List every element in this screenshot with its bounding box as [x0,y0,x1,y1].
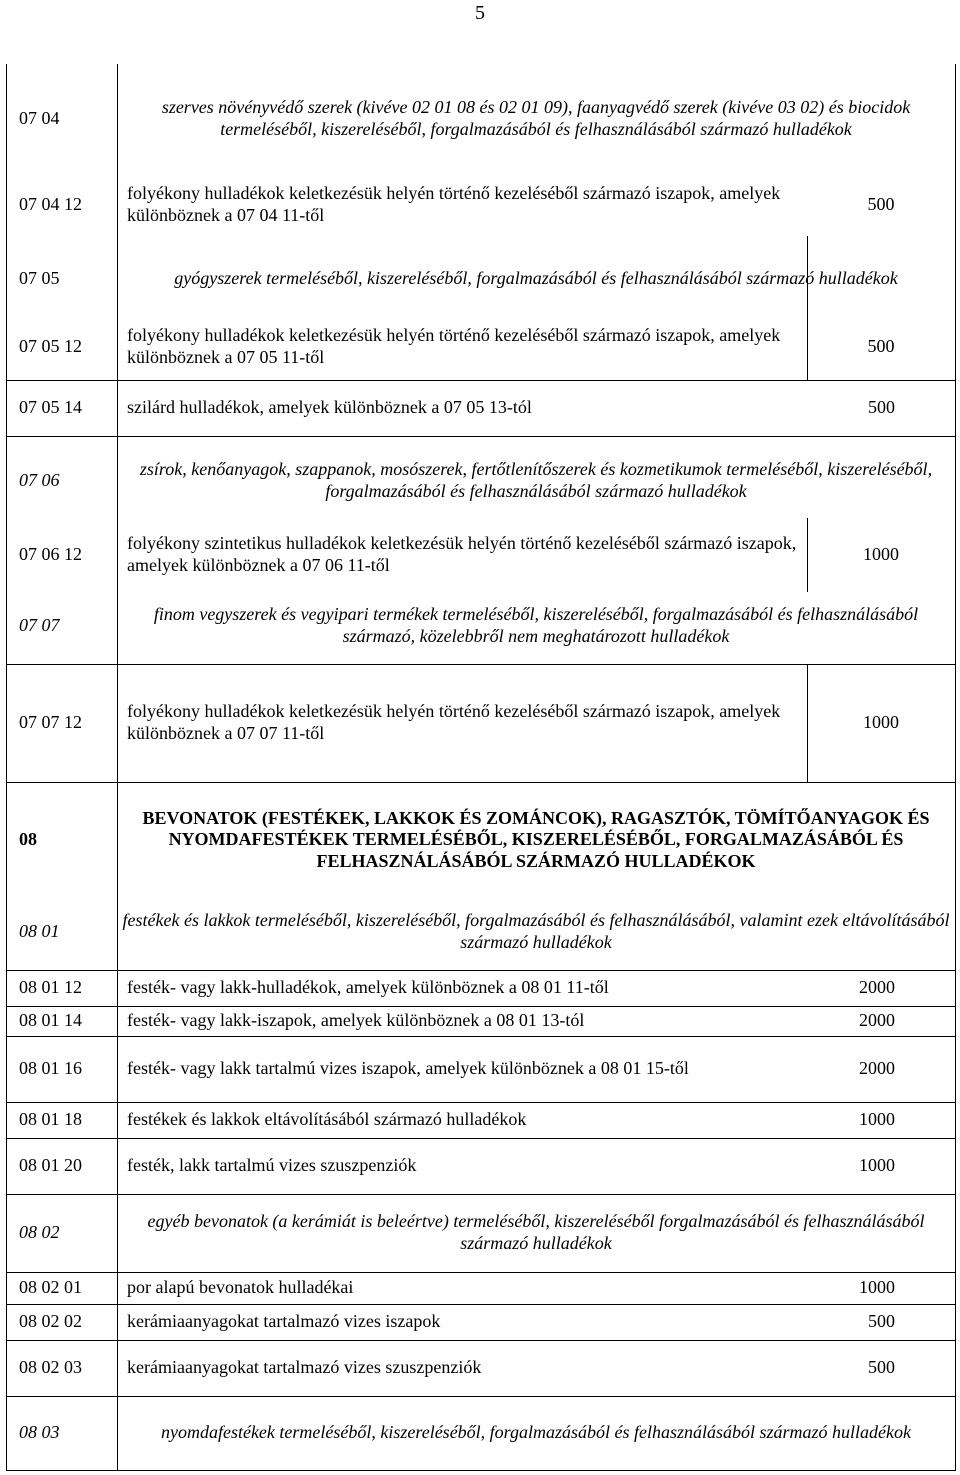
amount: 2000 [859,977,895,998]
table-row [6,1102,956,1139]
table-row [6,1340,956,1397]
table-row [6,380,956,437]
waste-code: 08 [19,829,37,850]
waste-code: 07 04 [19,108,60,129]
waste-description: folyékony hulladékok keletkezésük helyén történő kezeléséből származó iszapok, amelyek különböznek a 07 07 11-től [127,701,781,743]
waste-code: 08 01 14 [19,1010,82,1031]
amount: 500 [868,1311,895,1332]
table-row [6,1304,956,1341]
waste-description: kerámiaanyagokat tartalmazó vizes iszapok [127,1311,441,1332]
waste-description: por alapú bevonatok hulladékai [127,1277,354,1298]
table-row [6,664,956,783]
table-block [6,782,956,971]
waste-description: folyékony hulladékok keletkezésük helyén történő kezeléséből származó iszapok, amelyek különböznek a 07 05 11-től [127,325,781,367]
amount: 500 [868,1357,895,1378]
waste-code: 07 07 [19,615,60,636]
amount: 500 [867,336,895,357]
waste-description: szilárd hulladékok, amelyek különböznek a 07 05 13-tól [127,397,532,418]
table-block [6,436,956,665]
amount: 1000 [863,712,899,733]
table-row [6,1138,956,1195]
waste-code: 07 07 12 [19,712,82,733]
waste-code: 07 06 [19,470,60,491]
waste-code: 08 02 02 [19,1311,82,1332]
waste-description: zsírok, kenőanyagok, szappanok, mosószerek, fertőtlenítőszerek és kozmetikumok termeléséből, kiszereléséből, forgalmazásából és felhasználásából származó hulladékok [139,459,933,501]
amount: 1000 [859,1277,895,1298]
table-block [6,64,956,381]
waste-description: festék- vagy lakk tartalmú vizes iszapok, amelyek különböznek a 08 01 15-től [127,1058,689,1079]
amount: 1000 [863,544,899,565]
waste-code: 07 05 14 [19,397,82,418]
table-row [6,1272,956,1305]
amount: 1000 [859,1109,895,1130]
waste-description: folyékony hulladékok keletkezésük helyén történő kezeléséből származó iszapok, amelyek különböznek a 07 04 11-től [127,183,781,225]
table-row [6,1396,956,1471]
waste-code: 08 01 18 [19,1109,82,1130]
waste-code: 07 06 12 [19,544,82,565]
waste-code: 08 02 [19,1222,60,1243]
waste-description: festék- vagy lakk-iszapok, amelyek különböznek a 08 01 13-tól [127,1010,585,1031]
waste-description: szerves növényvédő szerek (kivéve 02 01 08 és 02 01 09), faanyagvédő szerek (kivéve 03 02) és biocidok termeléséből, kiszereléséből, forgalmazásából és felhasználásából származó hulladékok [161,97,911,139]
waste-code: 08 01 12 [19,977,82,998]
waste-description: festékek és lakkok eltávolításából származó hulladékok [127,1109,527,1130]
amount: 2000 [859,1010,895,1031]
table-row [6,1194,956,1273]
waste-description: kerámiaanyagokat tartalmazó vizes szuszpenziók [127,1357,482,1378]
amount: 500 [868,397,895,418]
amount: 2000 [859,1058,895,1079]
waste-code: 08 01 16 [19,1058,82,1079]
waste-description: gyógyszerek termeléséből, kiszereléséből, forgalmazásából és felhasználásából származó hulladékok [174,268,898,289]
waste-code: 07 05 12 [19,336,82,357]
waste-description: egyéb bevonatok (a kerámiát is beleértve) termeléséből, kiszereléséből forgalmazásából és felhasználásából származó hulladékok [147,1211,925,1253]
page-number: 5 [475,2,485,24]
amount: 1000 [859,1155,895,1176]
waste-code: 08 01 [19,921,60,942]
waste-description: festékek és lakkok termeléséből, kiszereléséből, forgalmazásából és felhasználásából, valamint ezek eltávolításából származó hulladékok [122,910,950,952]
table-row [6,1036,956,1103]
waste-code: 07 04 12 [19,194,82,215]
waste-code: 07 05 [19,268,60,289]
waste-description: folyékony szintetikus hulladékok keletkezésük helyén történő kezeléséből származó iszapok, amelyek különböznek a 07 06 11-től [127,533,797,575]
waste-description: festék- vagy lakk-hulladékok, amelyek különböznek a 08 01 11-től [127,977,609,998]
waste-code: 08 01 20 [19,1155,82,1176]
waste-code: 08 03 [19,1422,60,1443]
waste-code: 08 02 01 [19,1277,82,1298]
waste-description: festék, lakk tartalmú vizes szuszpenziók [127,1155,417,1176]
section-heading: BEVONATOK (FESTÉKEK, LAKKOK ÉS ZOMÁNCOK), RAGASZTÓK, TÖMÍTŐANYAGOK ÉS NYOMDAFESTÉKEK TERMELÉSÉBŐL, KISZERELÉSÉBŐL, FORGALMAZÁSÁBÓL ÉS FELHASZNÁLÁSÁBÓL SZÁRMAZÓ HULLADÉKOK [142,807,930,871]
waste-description: nyomdafestékek termeléséből, kiszereléséből, forgalmazásából és felhasználásából származó hulladékok [160,1422,912,1443]
table-row [6,970,956,1007]
table-row [6,1006,956,1037]
waste-description: finom vegyszerek és vegyipari termékek termeléséből, kiszereléséből, forgalmazásából és felhasználásából származó, közelebbről nem meghatározott hulladékok [153,604,919,646]
waste-code: 08 02 03 [19,1357,82,1378]
amount: 500 [867,194,895,215]
